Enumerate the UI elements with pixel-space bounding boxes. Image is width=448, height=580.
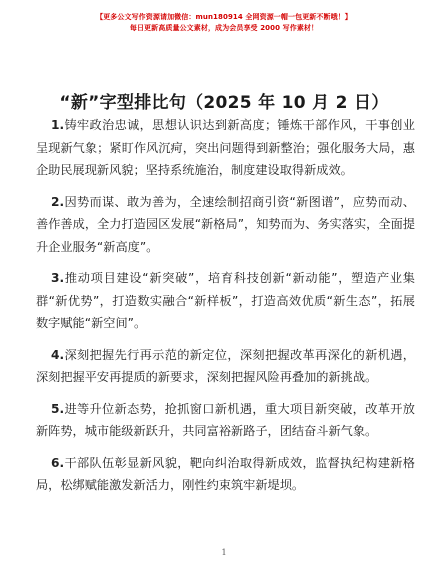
paragraph — [36, 452, 415, 497]
paragraph — [36, 267, 415, 335]
paragraph-number: 6. — [51, 455, 65, 470]
header-banner-line-1: 【更多公文写作资源请加微信：mun180914 全网资源一帽一包更新不断哦！】 — [96, 13, 352, 21]
paragraph-number: 5. — [51, 401, 65, 416]
paragraph-text: 推动项目建设“新突破”，培育科技创新“新动能”，塑造产业集群“新优势”，打造数实融合“新样板”，打造高效优质“新生态”，拓展数字赋能“新空间”。 — [36, 271, 415, 330]
paragraph-number: 4. — [51, 347, 65, 362]
paragraph-number: 1. — [51, 118, 65, 132]
paragraph — [36, 398, 415, 443]
header-banner-line-2: 每日更新高质量公文素材，成为会员享受 2000 写作素材！ — [129, 24, 319, 32]
paragraph — [36, 344, 415, 389]
paragraph — [36, 114, 415, 182]
paragraph-text: 铸牢政治忠诚，思想认识达到新高度；锤炼干部作风，干事创业呈现新气象；紧盯作风沉疴，突出问题得到新整治；强化服务大局，惠企助民展现新风貌；坚持系统施治，制度建设取得新成效。 — [36, 118, 415, 177]
page-number: 1 — [221, 548, 227, 557]
paragraph-number: 2. — [51, 194, 65, 209]
paragraph-number: 3. — [51, 271, 65, 285]
paragraph-text: 干部队伍彰显新风貌，靶向纠治取得新成效，监督执纪构建新格局，松绑赋能激发新活力，刚性约束筑牢新堤坝。 — [36, 455, 415, 492]
paragraph-text: 因势而谋、敢为善为，全速绘制招商引资“新图谱”，应势而动、善作善成，全力打造园区发展“新格局”，知势而为、务实落实，全面提升企业服务“新高度”。 — [36, 194, 415, 254]
document-title: “新”字型排比句（2025 年 10 月 2 日） — [59, 93, 389, 113]
paragraph-text: 进等升位新态势，抢抓窗口新机遇，重大项目新突破，改革开放新阵势，城市能级新跃升，共同富裕新路子，团结奋斗新气象。 — [36, 401, 415, 438]
paragraph — [36, 191, 415, 259]
paragraph-list — [36, 114, 415, 506]
paragraph-text: 深刻把握先行再示范的新定位，深刻把握改革再深化的新机遇，深刻把握平安再提质的新要求，深刻把握风险再叠加的新挑战。 — [36, 347, 415, 384]
